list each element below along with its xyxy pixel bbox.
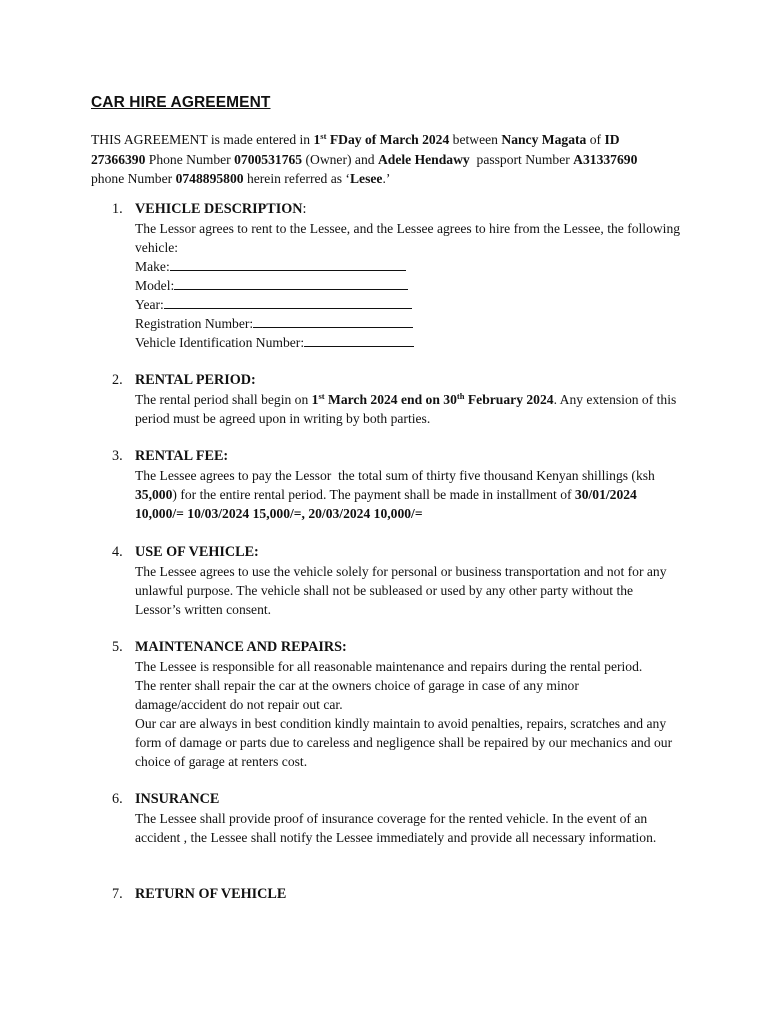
section-number: 6. [112, 791, 123, 807]
intro-text: THIS AGREEMENT is made entered in [91, 132, 314, 147]
section-text: The Lessor agrees to rent to the Lessee, and the Lessee agrees to hire from the Lessee, the following vehicle: [135, 221, 681, 255]
section-number: 2. [112, 372, 123, 388]
year-blank[interactable] [164, 296, 412, 309]
lessee-name: Adele Hendawy [377, 151, 470, 167]
registration-label: Registration Number: [135, 316, 254, 331]
section-use-of-vehicle [112, 542, 682, 619]
section-return-of-vehicle [112, 884, 682, 904]
section-body [135, 219, 682, 352]
section-text: The Lessee agrees to use the vehicle solely for personal or business transportation and not for any unlawful purpose. The vehicle shall not be subleased or used by any other party without the Lessor’s written consent. [135, 564, 667, 617]
make-label: Make: [135, 259, 170, 274]
section-body [135, 657, 682, 771]
registration-field [135, 314, 682, 333]
section-heading [112, 884, 682, 904]
year-label: Year: [135, 297, 164, 312]
vin-label: Vehicle Identification Number: [135, 335, 305, 350]
section-text: The Lessee agrees to pay the Lessor the total sum of thirty five thousand Kenyan shillings (ksh 35,000) for the entire rental period. The payment shall be made in installment of 30/01/2024 10,000/= 10/03/2024 15,000/=, 20/03/2024 10,000/= [135, 468, 659, 521]
section-number: 1. [112, 201, 123, 217]
lessee-passport: A31337690 [573, 151, 638, 167]
section-text: The renter shall repair the car at the owners choice of garage in case of any minor damage/accident do not repair out car. [135, 678, 579, 712]
section-text: Our car are always in best condition kindly maintain to avoid penalties, repairs, scratches and any form of damage or parts due to careless and negligence shall be repaired by our mechanics and our choice of garage at renters cost. [135, 716, 673, 769]
intro-text: passport Number [469, 151, 574, 167]
section-title: RENTAL FEE: [135, 448, 229, 464]
model-blank[interactable] [174, 277, 408, 290]
section-number: 5. [112, 639, 123, 655]
section-heading [112, 542, 682, 562]
section-heading [112, 370, 682, 390]
owner-id-label: ID [604, 132, 620, 147]
section-text: The rental period shall begin on 1st March 2024 end on 30th February 2024. Any extension of this period must be agreed upon in writing by both parties. [135, 391, 677, 426]
intro-text: herein referred as ‘ [243, 171, 350, 186]
section-number: 3. [112, 448, 123, 464]
model-label: Model: [135, 278, 175, 293]
section-number: 4. [112, 544, 123, 560]
lessee-phone: 0748895800 [175, 171, 244, 186]
rental-amount: 35,000 [135, 487, 173, 502]
owner-name: Nancy Magata [501, 132, 587, 147]
section-text: The Lessee shall provide proof of insurance coverage for the rented vehicle. In the event of an accident , the Lessee shall notify the Lessee immediately and provide all necessary information. [135, 811, 657, 845]
section-heading [112, 199, 682, 219]
section-rental-period [112, 370, 682, 428]
intro-text: .’ [382, 171, 391, 186]
section-title-suffix: : [302, 201, 307, 217]
intro-paragraph [91, 130, 691, 189]
agreement-day-rest: FDay of March 2024 [326, 132, 450, 147]
owner-phone: 0700531765 [234, 151, 303, 167]
section-title: VEHICLE DESCRIPTION [135, 201, 303, 217]
section-body [135, 466, 682, 523]
intro-text: phone Number [91, 171, 176, 186]
document-title: CAR HIRE AGREEMENT [91, 94, 271, 111]
section-text: The Lessee is responsible for all reasonable maintenance and repairs during the rental period. [135, 659, 643, 674]
section-body [135, 809, 682, 847]
agreement-date [314, 132, 450, 147]
section-number: 7. [112, 886, 123, 902]
agreement-day-suffix: st [320, 131, 327, 141]
model-field [135, 276, 682, 295]
registration-blank[interactable] [253, 315, 413, 328]
year-field [135, 295, 682, 314]
lesee-term: Lesee [349, 171, 383, 186]
section-heading [112, 637, 682, 657]
section-title: RENTAL PERIOD: [135, 372, 256, 388]
section-maintenance-repairs [112, 637, 682, 771]
section-title: INSURANCE [135, 791, 220, 807]
intro-text: (Owner) and [302, 151, 378, 167]
section-title: MAINTENANCE AND REPAIRS: [135, 639, 347, 655]
make-blank[interactable] [170, 258, 406, 271]
intro-text: of [586, 132, 605, 147]
section-vehicle-description [112, 199, 682, 352]
section-heading [112, 789, 682, 809]
vin-field [135, 333, 682, 352]
agreement-day-number: 1 [313, 132, 321, 147]
make-field [135, 257, 682, 276]
rental-dates: 1st March 2024 end on 30th February 2024 [311, 391, 554, 407]
section-title: RETURN OF VEHICLE [135, 886, 287, 902]
payment-schedule: 30/01/2024 10,000/= 10/03/2024 15,000/=, 20/03/2024 10,000/= [135, 487, 637, 521]
owner-id-number: 27366390 [91, 151, 146, 167]
section-body [135, 390, 682, 428]
section-body [135, 562, 682, 619]
intro-text: between [449, 132, 502, 147]
vin-blank[interactable] [304, 334, 414, 347]
section-heading [112, 446, 682, 466]
section-title: USE OF VEHICLE: [135, 544, 259, 560]
intro-text: Phone Number [145, 151, 235, 167]
section-insurance [112, 789, 682, 847]
section-rental-fee [112, 446, 682, 523]
